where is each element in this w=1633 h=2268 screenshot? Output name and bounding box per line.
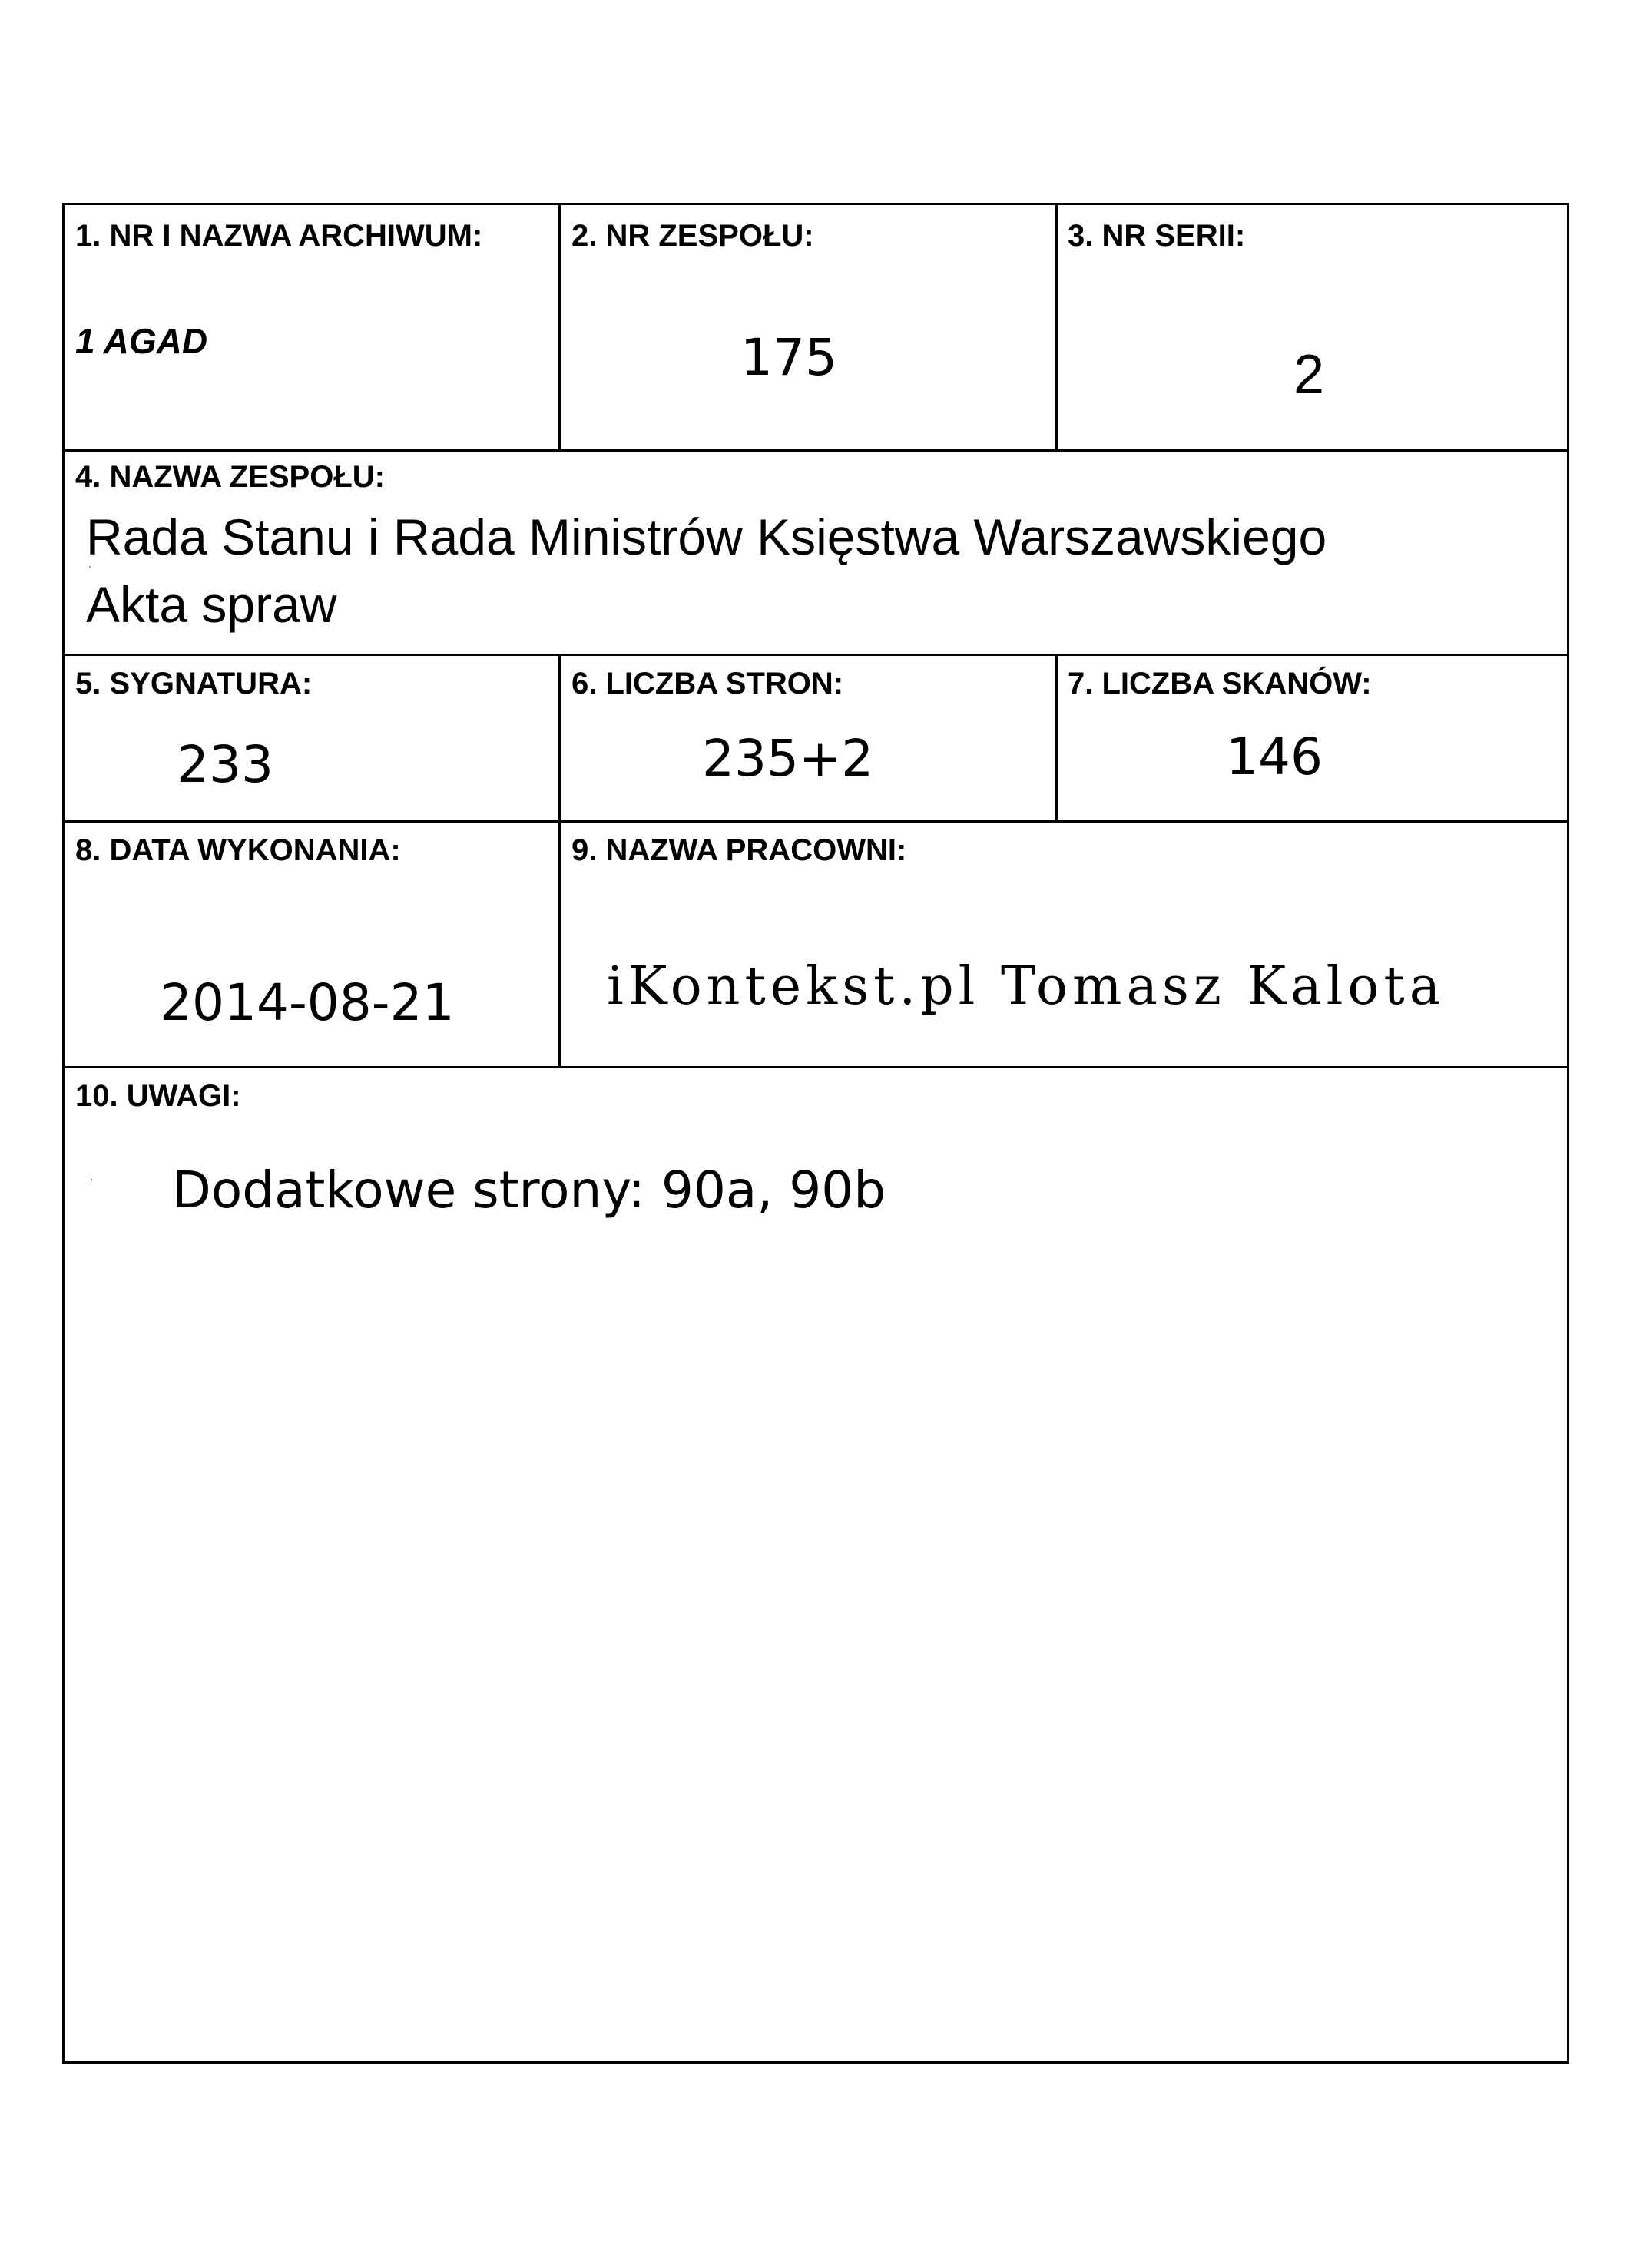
remarks-value: Dodatkowe strony: 90a, 90b <box>172 1160 886 1220</box>
date-label: 8. DATA WYKONANIA: <box>75 833 401 867</box>
signature-label: 5. SYGNATURA: <box>75 667 313 700</box>
series-number-value: 2 <box>1293 344 1325 406</box>
fond-number-label: 2. NR ZESPOŁU: <box>571 219 814 253</box>
series-number-label: 3. NR SERII: <box>1068 219 1246 253</box>
row-divider-4 <box>65 1066 1567 1068</box>
col-divider-r1-b <box>1055 205 1058 449</box>
archive-value: 1 AGAD <box>75 321 208 361</box>
workshop-label: 9. NAZWA PRACOWNI: <box>571 833 907 867</box>
scan-speck <box>89 566 91 568</box>
fond-name-label: 4. NAZWA ZESPOŁU: <box>75 460 385 494</box>
page-count-value: 235+2 <box>702 729 874 788</box>
fond-name-line2: Akta spraw <box>86 576 337 633</box>
row-divider-1 <box>65 449 1567 452</box>
scan-speck-2 <box>91 1179 92 1180</box>
col-divider-r3-b <box>1055 654 1058 820</box>
workshop-value: iKontekst.pl Tomasz Kalota <box>607 956 1446 1017</box>
date-value: 2014-08-21 <box>160 973 455 1032</box>
signature-value: 233 <box>177 735 273 794</box>
scan-count-value: 146 <box>1226 727 1323 786</box>
row-divider-2 <box>65 654 1567 656</box>
scan-count-label: 7. LICZBA SKANÓW: <box>1068 667 1372 700</box>
fond-name-line1: Rada Stanu i Rada Ministrów Księstwa Warszawskiego <box>86 508 1327 565</box>
col-divider-r3-a <box>558 654 561 820</box>
page-count-label: 6. LICZBA STRON: <box>571 667 844 700</box>
fond-number-value: 175 <box>740 328 837 387</box>
row-divider-3 <box>65 820 1567 823</box>
col-divider-r1-a <box>558 205 561 449</box>
remarks-label: 10. UWAGI: <box>75 1079 241 1113</box>
archive-form <box>62 203 1569 2064</box>
col-divider-r4 <box>558 820 561 1066</box>
archive-label: 1. NR I NAZWA ARCHIWUM: <box>75 219 483 253</box>
